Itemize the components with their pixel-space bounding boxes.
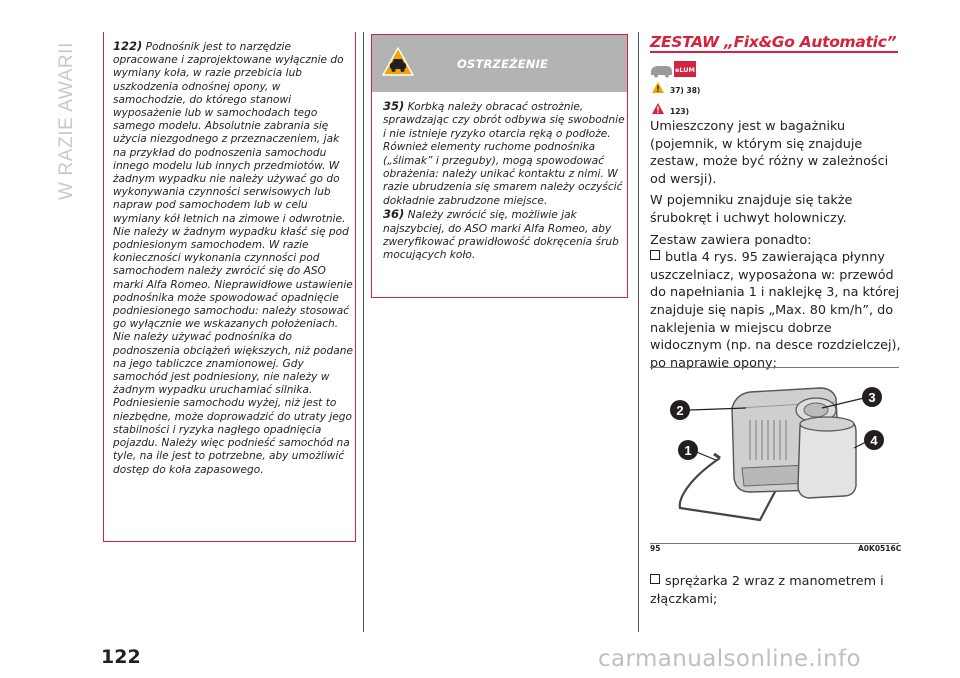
list-item (650, 573, 902, 608)
paragraph: Zestaw zawiera ponadto: (650, 232, 812, 248)
warning-item-number: 36) (383, 207, 405, 222)
svg-text:4: 4 (870, 433, 878, 448)
figure-number: 95 (650, 544, 661, 553)
warning-item (383, 208, 625, 263)
column-divider (363, 32, 364, 632)
list-item-text: sprężarka 2 wraz z manometrem i złączkami; (650, 574, 884, 607)
callout-1 (678, 440, 698, 460)
svg-text:W RAZIE AWARII: W RAZIE AWARII (56, 42, 77, 200)
list-item (650, 249, 902, 372)
watermark: carmanualsonline.info (598, 646, 861, 672)
page-number: 122 (101, 646, 141, 668)
kit-description (650, 118, 902, 372)
column-divider (638, 32, 639, 632)
warning-item-number: 35) (383, 99, 405, 113)
warning-refs: 37) 38) (670, 86, 701, 95)
warning-item-text: Korbką należy obracać ostrożnie, sprawdzając czy obrót odbywa się swobodnie i nie istnieje ryzyko otarcia ręką o podłoże. Również elementy ruchome podnośnika („ślimak” i przeguby), mogą spowodować obrażenia: należy unikać kontaktu z nimi. W razie ubrudzenia się smarem należy oczyścić dokładnie zabrudzone miejsce. (383, 101, 625, 207)
danger-refs: 123) (670, 107, 690, 116)
svg-text:eLUM: eLUM (674, 66, 696, 74)
note-text: Podnośnik jest to narzędzie opracowane i zaprojektowane wyłącznie do wymiany koła, w razie przebicia lub uszkodzenia odnośnej opony, w samochodzie, do którego stanowi wyposażenie lub w samochodach tego samego modelu. Absolutnie zabrania się użycia niezgodnego z przeznaczeniem, jak na przykład do podnoszenia samochodu innego modelu lub innych przedmiotów. W żadnym wypadku nie należy używać go do wykonywania czynności serwisowych lub napraw pod samochodem lub w celu wymiany kół letnich na zimowe i odwrotnie. Nie należy w żadnym wypadku kłaść się pod podniesionym samochodem. W razie konieczności wykonania czynności pod samochodem należy zwrócić się do ASO marki Alfa Romeo. Nieprawidłowe ustawienie podnośnika może spowodować opadnięcie podniesionego samochodu: należy stosować go wyłącznie we wskazanych położeniach. Nie należy używać podnośnika do podnoszenia obciążeń większych, niż podane na jego tabliczce znamionowej. Gdy samochód jest podniesiony, nie należy w żadnym wypadku uruchamiać silnika. Podniesienie samochodu wyżej, niż jest to niezbędne, może doprowadzić do utraty jego stabilności i ryzyka nagłego opadnięcia pojazdu. Należy więc podnieść samochód na tyle, na ile jest to potrzebne, aby umożliwić dostęp do koła zapasowego. (113, 41, 353, 476)
car-icon (651, 66, 672, 75)
paragraph: W pojemniku znajduje się także śrubokręt i uchwyt holowniczy. (650, 193, 853, 226)
car-warning-icon (381, 46, 415, 78)
warning-body (383, 100, 625, 263)
callout-2 (670, 400, 690, 420)
figure-code: A0K0516C (858, 544, 902, 553)
callout-4 (864, 430, 884, 450)
warning-triangle-icon (651, 81, 665, 94)
section-title: ZESTAW „Fix&Go Automatic” (650, 33, 897, 51)
warning-item (383, 100, 625, 208)
note-number: 122) (113, 39, 143, 53)
svg-text:3: 3 (868, 390, 876, 405)
note-122 (113, 40, 353, 477)
warning-header (372, 35, 627, 92)
figure-95 (650, 367, 899, 544)
checkbox-bullet-icon (650, 574, 660, 584)
warning-item-text: Należy zwrócić się, możliwie jak najszybciej, do ASO marki Alfa Romeo, aby zweryfikować prawidłowość dokręcenia śrub mocujących koło. (383, 209, 619, 262)
svg-text:2: 2 (676, 403, 684, 418)
version-icons (650, 60, 698, 80)
svg-text:1: 1 (684, 443, 692, 458)
title-rule (650, 51, 898, 53)
checkbox-bullet-icon (650, 250, 660, 260)
side-section-title (52, 30, 80, 200)
compressor-illustration (650, 368, 899, 543)
danger-triangle-icon (651, 102, 665, 115)
paragraph: Umieszczony jest w bagażniku (pojemnik, w którym się znajduje zestaw, może być różny w zależności od wersji). (650, 119, 889, 187)
callout-3 (862, 387, 882, 407)
list-item-text: butla 4 rys. 95 zawierająca płynny uszczelniacz, wyposażona w: przewód do napełniania 1 i naklejkę 3, na której znajduje się napis „Max. 80 km/h”, do naklejenia w miejscu dobrze widocznym (np. na desce rozdzielczej), po naprawie opony; (650, 250, 901, 371)
warning-title: OSTRZEŻENIE (457, 57, 549, 71)
